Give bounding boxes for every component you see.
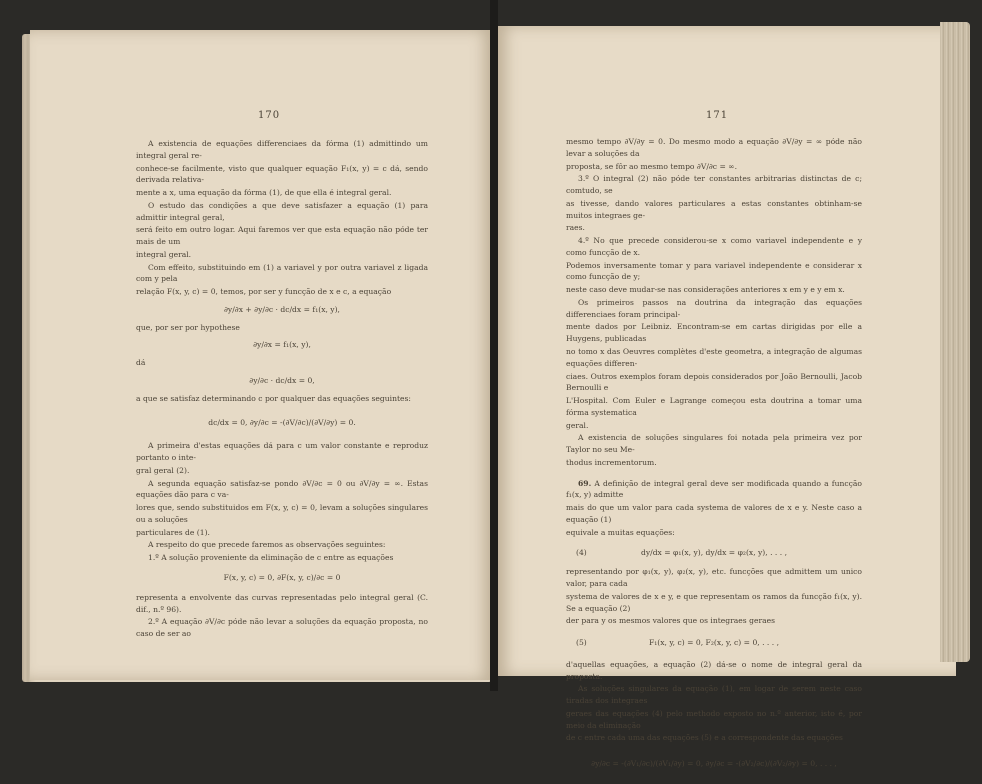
equation: F₁(x, y, c) = 0, F₂(x, y, c) = 0, . . . , (648, 638, 779, 648)
text-line: thodus incrementorum. (566, 457, 657, 467)
text-line: que, por ser por hypothese (136, 322, 240, 332)
text-line: conhece-se facilmente, visto que qualquer equação F₁(x, y) = c dá, sendo derivada relativa- (136, 163, 428, 185)
section-number: 69. (578, 478, 592, 488)
equation: dc/dx = 0, ∂y/∂c = -(∂V/∂c)/(∂V/∂y) = 0. (208, 417, 356, 427)
text-line: ciaes. Outros exemplos foram depois considerados por João Bernoulli, Jacob Bernoulli e (566, 371, 862, 393)
equation: ∂y/∂c · dc/dx = 0, (249, 376, 315, 386)
text-line: raes. (566, 223, 585, 233)
text-line: no tomo x das Oeuvres complètes d'este geometra, a integração de algumas equações differen- (566, 347, 862, 368)
text-line: geral. (566, 420, 589, 430)
text-line: equivale a muitas equações: (566, 527, 675, 537)
text-line: L'Hospital. Com Euler e Lagrange começou esta doutrina a tomar uma fórma systematica (566, 396, 862, 417)
text-line: 2.º A equação ∂V/∂c póde não levar a soluções da equação proposta, no caso de ser ao (136, 617, 428, 639)
text-line: A respeito do que precede faremos as observações seguintes: (148, 540, 386, 550)
right-text-block (566, 136, 862, 784)
text-line: A primeira d'estas equações dá para c um valor constante e reproduz portanto o inte- (136, 441, 428, 463)
text-line: representando por φ₁(x, y), φ₂(x, y), etc. funcções que admittem um unico valor, para cada (566, 567, 862, 589)
text-line: A existencia de soluções singulares foi notada pela primeira vez por Taylor no seu Me- (566, 433, 862, 455)
text-line: representa a envolvente das curvas representadas pelo integral geral (C. dif., n.º 96). (136, 592, 428, 614)
text-line: Com effeito, substituindo em (1) a variavel y por outra variavel z ligada com y pela (136, 262, 428, 284)
text-line: integral geral. (136, 249, 192, 259)
text-line: lores que, sendo substituidos em F(x, y, c) = 0, levam a soluções singulares ou a soluções (136, 503, 428, 524)
text-line: O estudo das condições a que deve satisfazer a equação (1) para admittir integral geral, (136, 200, 428, 222)
left-text-block (136, 138, 428, 641)
equation-label: (5) (576, 638, 587, 648)
text-line: 1.º A solução proveniente da eliminação de c entre as equações (148, 553, 394, 563)
right-page-number: 171 (706, 110, 729, 121)
text-line: relação F(x, y, c) = 0, temos, por ser y funcção de x e c, a equação (136, 287, 392, 297)
text-line: systema de valores de x e y, e que representam os ramos da funcção f₁(x, y). Se a equação (2) (566, 591, 862, 613)
text-line: A existencia de equações differenciaes da fórma (1) admittindo um integral geral re- (136, 139, 428, 160)
equation-label: (4) (576, 547, 587, 557)
text-line: Podemos inversamente tomar y para variavel independente e considerar x como funcção de y; (566, 260, 862, 282)
right-page-edges (940, 22, 970, 662)
text-line: particulares de (1). (136, 527, 210, 537)
section-69-line (566, 478, 862, 502)
text-line: mesmo tempo ∂V/∂y = 0. Do mesmo modo a equação ∂V/∂y = ∞ póde não levar a soluções da (566, 137, 862, 158)
equation: ∂y/∂x = f₁(x, y), (253, 340, 311, 350)
text-line: As soluções singulares da equação (1), em logar de serem neste caso tiradas dos integraes (566, 684, 862, 706)
book-spine (490, 0, 498, 691)
text-line: a que se satisfaz determinando c por qualquer das equações seguintes: (136, 393, 411, 403)
equation: ∂y/∂c = -(∂V₁/∂c)/(∂V₁/∂y) = 0, ∂y/∂c = -(∂V₂/∂c)/(∂V₂/∂y) = 0, . . . , (591, 759, 837, 769)
text-line: dá (136, 358, 146, 368)
text-line: proposta, se fôr ao mesmo tempo ∂V/∂c = ∞. (566, 161, 737, 171)
equation: ∂y/∂x + ∂y/∂c · dc/dx = f₁(x, y), (224, 304, 340, 314)
text-line: der para y os mesmos valores que os integraes geraes (566, 616, 776, 626)
text-line: Os primeiros passos na doutrina da integração das equações differenciaes foram principal- (566, 297, 862, 319)
text-line: de c entre cada uma das equações (5) e a correspondente das equações (566, 733, 843, 743)
text-line: 3.º O integral (2) não póde ter constantes arbitrarias distinctas de c; comtudo, se (566, 174, 862, 196)
text-line: as tivesse, dando valores particulares a estas constantes obtinham-se muitos integraes ge- (566, 198, 862, 220)
equation-4 (566, 547, 862, 559)
text-line: neste caso deve mudar-se nas considerações anteriores x em y e y em x. (566, 285, 845, 295)
equation: F(x, y, c) = 0, ∂F(x, y, c)/∂c = 0 (223, 572, 341, 582)
text-line: será feito em outro logar. Aqui faremos ver que esta equação não póde ter mais de um (136, 225, 428, 247)
text-line: gral geral (2). (136, 465, 190, 475)
text-line: mente a x, uma equação da fórma (1), de que ella é integral geral. (136, 188, 392, 198)
text-line: mente dados por Leibniz. Encontram-se em cartas dirigidas por elle a Huygens, publicadas (566, 322, 862, 344)
left-page-number: 170 (258, 110, 281, 121)
text-line: d'aquellas equações, a equação (2) dá-se o nome de integral geral da proposta. (566, 659, 862, 681)
text-line: A segunda equação satisfaz-se pondo ∂V/∂c = 0 ou ∂V/∂y = ∞. Estas equações dão para c va- (136, 478, 428, 500)
equation: dy/dx = φ₁(x, y), dy/dx = φ₂(x, y), . . . , (640, 547, 787, 557)
text-line: 4.º No que precede considerou-se x como variavel independente e y como funcção de x. (566, 236, 862, 257)
text-line: geraes das equações (4) pelo methodo exposto no n.º anterior, isto é, por meio da eliminação (566, 708, 862, 730)
equation-5 (566, 637, 862, 649)
text-line: mais do que um valor para cada systema de valores de x e y. Neste caso a equação (1) (566, 503, 862, 524)
text-line: A definição de integral geral deve ser modificada quando a funcção f₁(x, y) admitte (566, 478, 862, 500)
